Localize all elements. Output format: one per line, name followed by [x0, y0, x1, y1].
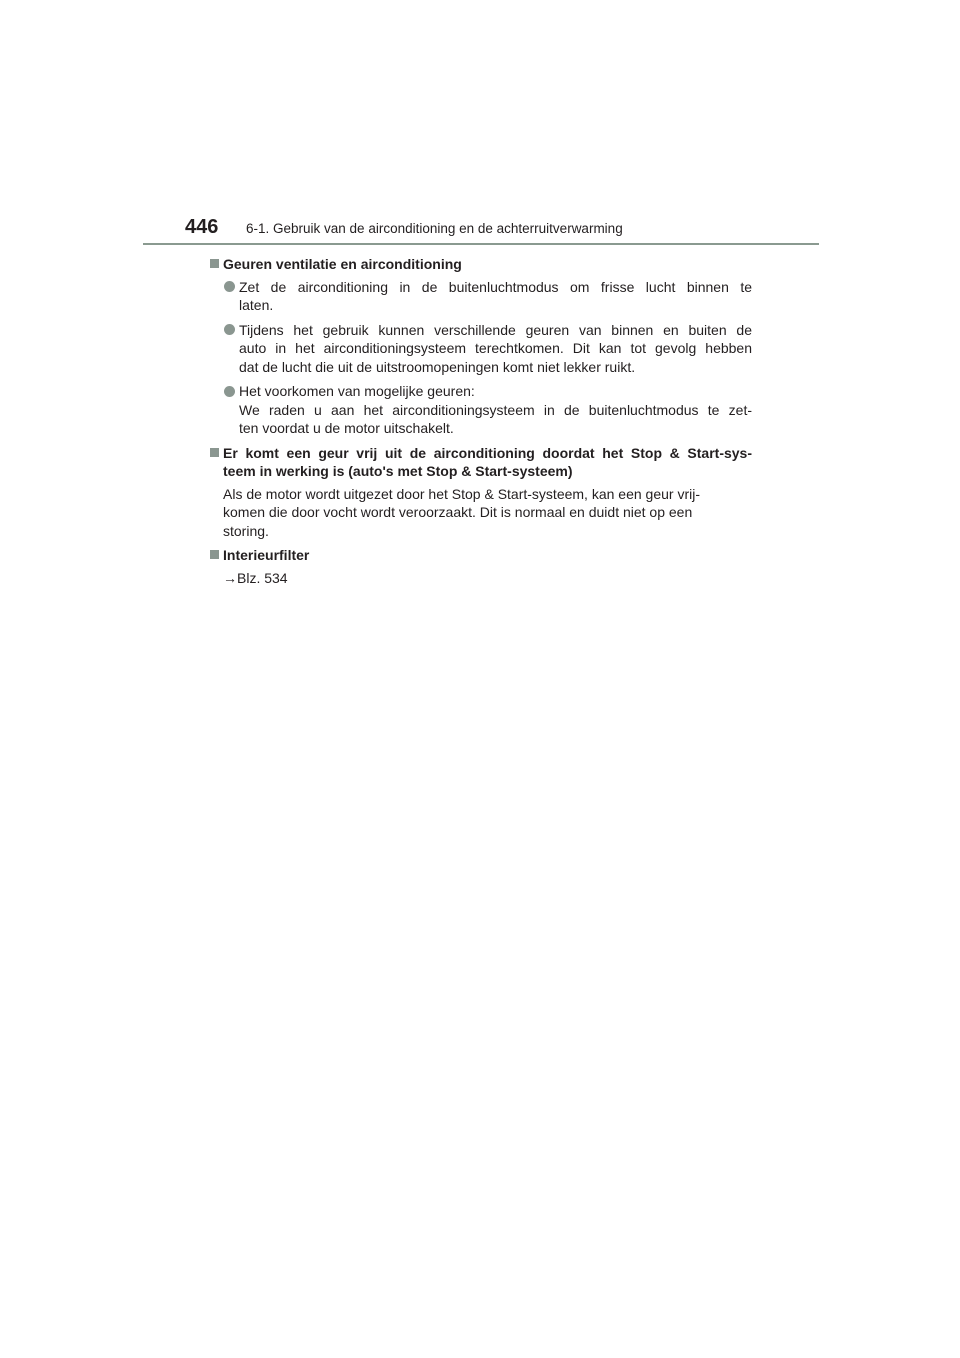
list-item-line: Het voorkomen van mogelijke geuren:	[239, 383, 475, 399]
section-heading-cabin-filter	[209, 546, 752, 565]
circle-bullet-icon	[224, 281, 235, 292]
heading-text: teem in werking is (auto's met Stop & Start-systeem)	[223, 463, 573, 479]
section-heading-odors	[209, 255, 752, 274]
circle-bullet-icon	[224, 324, 235, 335]
section-heading-stop-start-odor	[209, 444, 752, 481]
list-item-line: laten.	[239, 297, 274, 313]
list-item-line: ten voordat u de motor uitschakelt.	[239, 420, 454, 436]
circle-bullet-icon	[224, 386, 235, 397]
list-item-line: auto in het airconditioningsysteem terechtkomen. Dit kan tot gevolg hebben	[239, 340, 752, 356]
right-arrow-icon: →	[223, 569, 237, 586]
page-reference	[209, 569, 752, 588]
list-item	[209, 321, 752, 377]
paragraph-line: storing.	[223, 522, 269, 539]
list-item	[209, 278, 752, 315]
paragraph-line: Als de motor wordt uitgezet door het Stop & Start-systeem, kan een geur vrij-	[223, 485, 700, 502]
list-item-line: We raden u aan het airconditioningsysteem in de buitenluchtmodus te zet-	[239, 401, 752, 418]
header-divider	[143, 243, 819, 245]
square-bullet-icon	[210, 448, 219, 457]
heading-text: Interieurfilter	[223, 547, 310, 563]
paragraph-line: komen die door vocht wordt veroorzaakt. Dit is normaal en duidt niet op een	[223, 504, 693, 520]
section-title: 6-1. Gebruik van de airconditioning en de achterruitverwarming	[246, 221, 623, 236]
list-item-line: Tijdens het gebruik kunnen verschillende geuren van binnen en buiten de	[239, 321, 752, 338]
list-item-line: Zet de airconditioning in de buitenluchtmodus om frisse lucht binnen te	[239, 278, 752, 295]
paragraph	[209, 485, 752, 541]
page-reference-link[interactable]: Blz. 534	[237, 569, 288, 586]
page-number: 446	[185, 216, 219, 238]
list-item-line: dat de lucht die uit de uitstroomopeningen komt niet lekker ruikt.	[239, 358, 636, 375]
heading-text: Geuren ventilatie en airconditioning	[223, 256, 462, 272]
list-item	[209, 382, 752, 438]
square-bullet-icon	[210, 550, 219, 559]
page-content	[209, 255, 752, 593]
heading-text: Er komt een geur vrij uit de airconditioning doordat het Stop & Start-sys-	[223, 444, 752, 461]
square-bullet-icon	[210, 259, 219, 268]
page-header	[0, 0, 960, 250]
